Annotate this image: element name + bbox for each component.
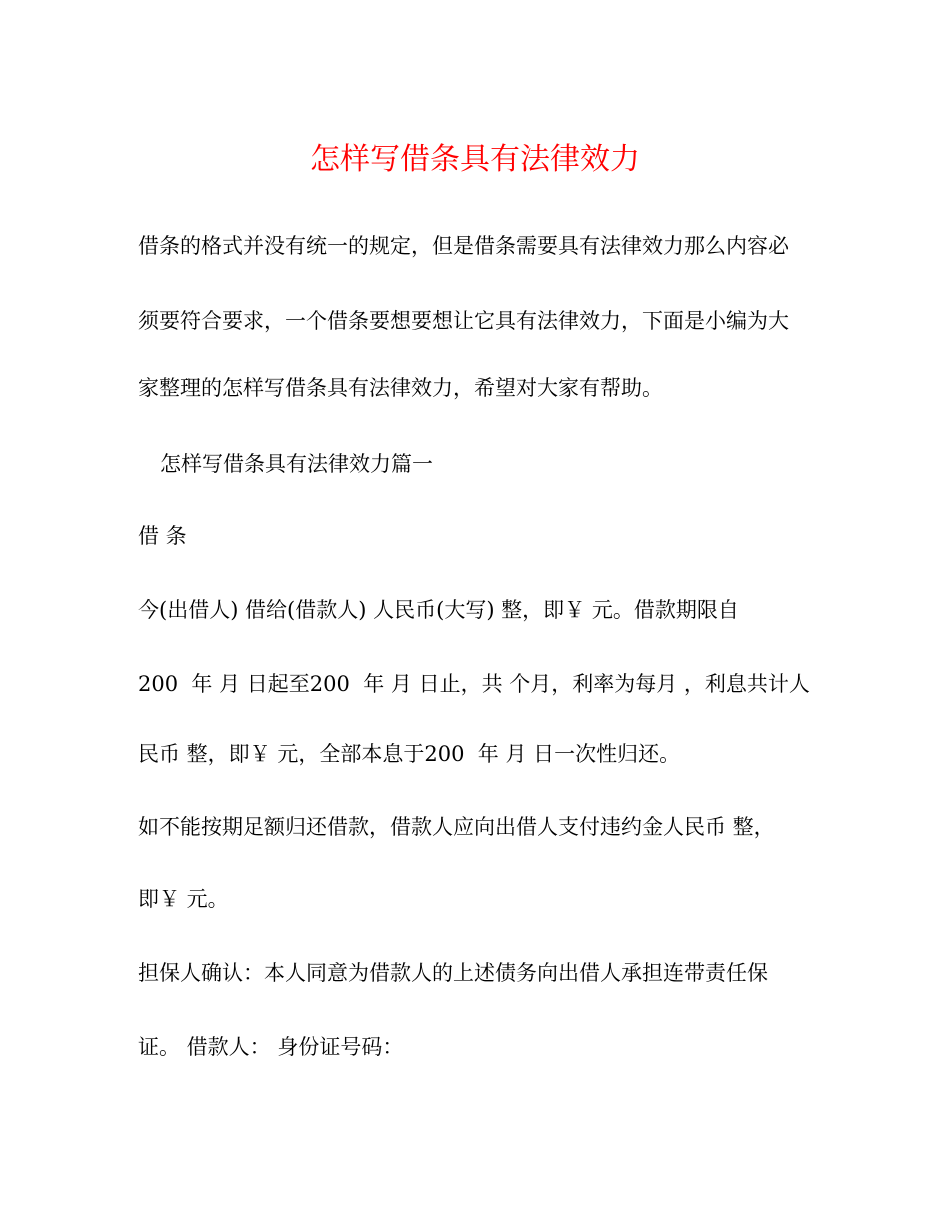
intro-line-3: 家整理的怎样写借条具有法律效力，希望对大家有帮助。: [138, 376, 663, 400]
document-title: 怎样写借条具有法律效力: [310, 142, 640, 177]
iou-heading: 借 条: [138, 524, 187, 548]
section-heading: 怎样写借条具有法律效力篇一: [160, 452, 433, 476]
intro-line-2: 须要符合要求，一个借条要想要想让它具有法律效力，下面是小编为大: [138, 309, 789, 333]
penalty-line-1: 如不能按期足额归还借款，借款人应向出借人支付违约金人民币 整，: [138, 815, 775, 839]
intro-line-1: 借条的格式并没有统一的规定，但是借条需要具有法律效力那么内容必: [138, 234, 789, 258]
iou-line-1: 今(出借人) 借给(借款人) 人民币(大写) 整，即￥ 元。借款期限自: [138, 598, 739, 622]
penalty-line-2: 即￥ 元。: [138, 887, 229, 911]
iou-line-3: 民币 整，即￥ 元，全部本息于200 年 月 日一次性归还。: [138, 742, 681, 766]
guarantor-line-2: 证。 借款人： 身份证号码：: [138, 1035, 404, 1059]
guarantor-line-1: 担保人确认：本人同意为借款人的上述债务向出借人承担连带责任保: [138, 961, 768, 985]
iou-line-2: 200 年 月 日起至200 年 月 日止，共 个月，利率为每月 ，利息共计人: [138, 672, 810, 696]
